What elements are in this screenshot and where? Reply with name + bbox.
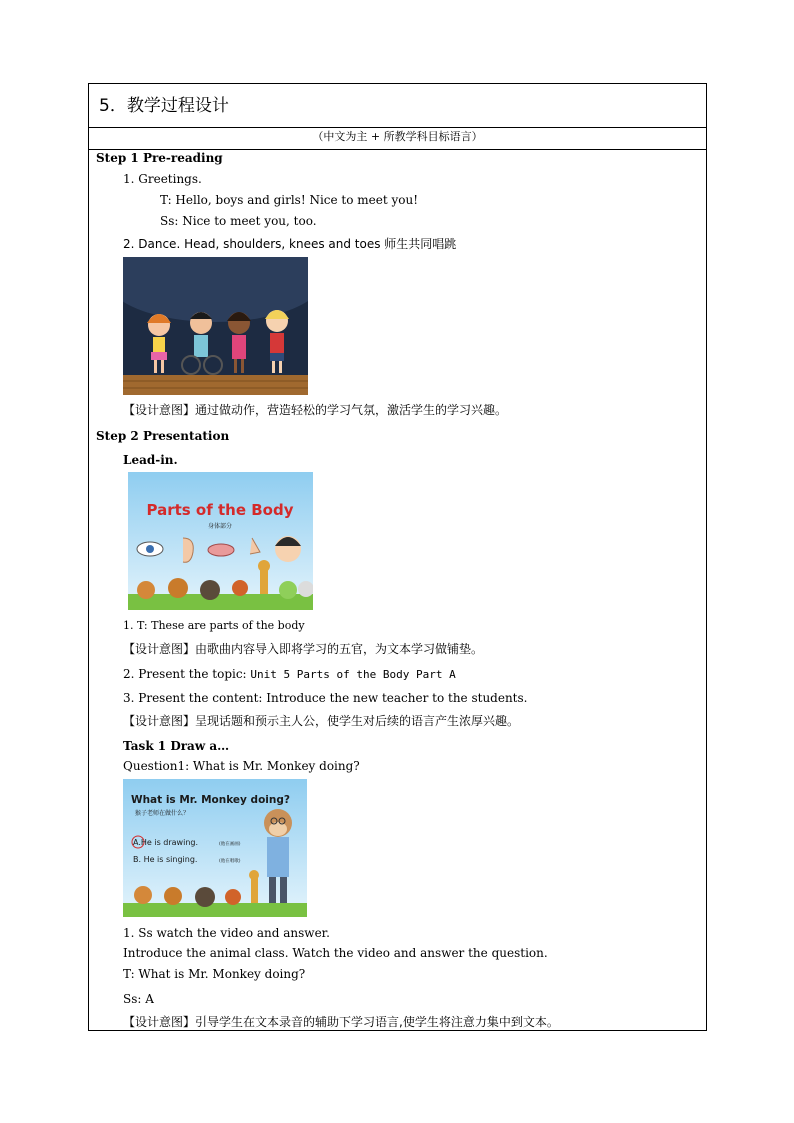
- students-line: Ss: Nice to meet you, too.: [160, 214, 317, 228]
- option-b: B. He is singing.: [133, 855, 198, 864]
- step2-title: Step 2 Presentation: [96, 429, 230, 443]
- slide2-subtitle: 猴子老师在做什么？: [135, 810, 190, 817]
- greetings-item: 1. Greetings.: [123, 172, 202, 186]
- section-title: 5．教学过程设计: [99, 96, 229, 116]
- leadin-label: Lead-in.: [123, 453, 178, 467]
- slide-subtitle: 身体部分: [207, 523, 233, 530]
- intro-line: Introduce the animal class. Watch the video and answer the question.: [123, 946, 548, 960]
- students-answer: Ss: A: [123, 992, 154, 1006]
- design-intent-1: 【设计意图】通过做动作，营造轻松的学习气氛，激活学生的学习兴趣。: [123, 403, 508, 417]
- parts-of-body-slide: [128, 472, 313, 610]
- option-b-cn: (他在唱歌): [219, 859, 241, 864]
- watch-item: 1. Ss watch the video and answer.: [123, 926, 330, 940]
- item-3: 3. Present the content: Introduce the new teacher to the students.: [123, 691, 528, 705]
- item-2: [123, 667, 456, 682]
- eye-icon: [137, 542, 163, 556]
- teacher-question: T: What is Mr. Monkey doing?: [123, 967, 306, 981]
- header-divider: [89, 127, 706, 128]
- step1-title: Step 1 Pre-reading: [96, 151, 223, 165]
- task1-title: Task 1 Draw a…: [123, 739, 230, 753]
- monkey-question-slide: [123, 779, 307, 917]
- dance-illustration: [123, 257, 308, 395]
- item-1: 1. T: These are parts of the body: [123, 619, 305, 632]
- item-2-topic: Unit 5 Parts of the Body Part A: [250, 668, 456, 681]
- design-intent-3: 【设计意图】呈现话题和预示主人公，使学生对后续的语言产生浓厚兴趣。: [123, 714, 520, 728]
- option-a-cn: (他在画画): [219, 842, 241, 847]
- teacher-line: T: Hello, boys and girls! Nice to meet you!: [160, 193, 419, 207]
- slide2-title: What is Mr. Monkey doing?: [131, 794, 290, 806]
- slide-title: Parts of the Body: [146, 501, 294, 519]
- option-a: A.He is drawing.: [133, 838, 199, 847]
- item-2-prefix: 2. Present the topic:: [123, 667, 251, 681]
- design-intent-2: 【设计意图】由歌曲内容导入即将学习的五官，为文本学习做铺垫。: [123, 642, 484, 656]
- dance-item: 2. Dance. Head, shoulders, knees and toes 师生共同唱跳: [123, 237, 457, 251]
- subtitle-divider: [89, 149, 706, 150]
- mouth-icon: [208, 544, 234, 556]
- subtitle: （中文为主 + 所教学科目标语言）: [312, 130, 483, 143]
- question-1: Question1: What is Mr. Monkey doing?: [123, 759, 360, 773]
- boy-face-icon: [275, 536, 301, 562]
- design-intent-4: 【设计意图】引导学生在文本录音的辅助下学习语言,使学生将注意力集中到文本。: [123, 1015, 559, 1029]
